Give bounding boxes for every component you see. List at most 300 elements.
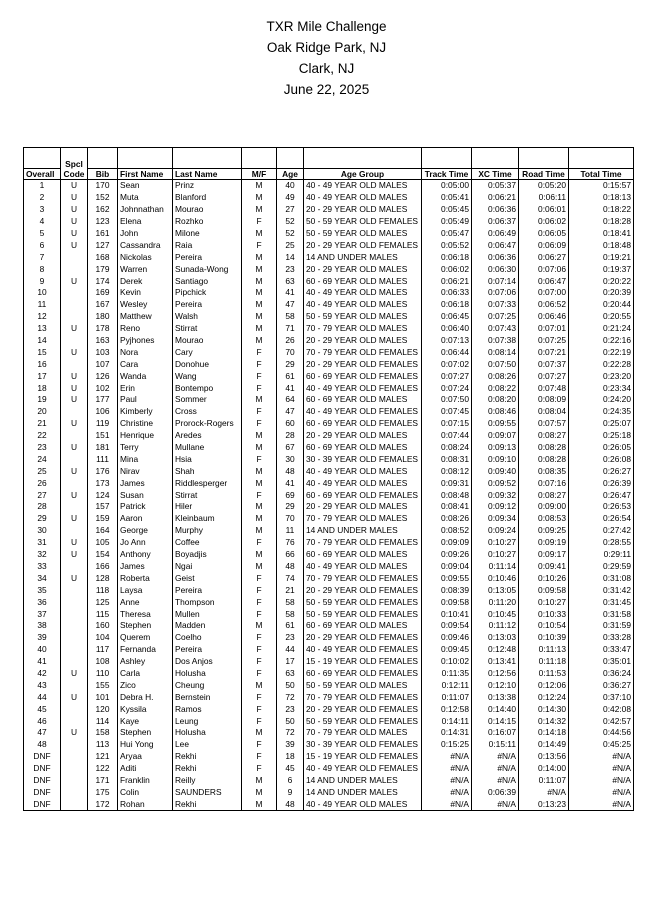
cell-age-group: 14 AND UNDER MALES xyxy=(304,775,422,787)
cell-bib: 155 xyxy=(88,679,118,691)
table-row xyxy=(24,453,634,465)
cell-gender: F xyxy=(242,382,277,394)
cell-total-time: 0:22:19 xyxy=(569,346,634,358)
table-row xyxy=(24,228,634,240)
cell-spcl-code: U xyxy=(61,370,88,382)
cell-last-name: Mourao xyxy=(173,204,242,216)
cell-age: 41 xyxy=(277,382,304,394)
cell-first-name: Stephen xyxy=(118,620,173,632)
cell-track-time: 0:15:25 xyxy=(422,739,472,751)
cell-gender: F xyxy=(242,739,277,751)
cell-age: 67 xyxy=(277,442,304,454)
cell-age: 45 xyxy=(277,763,304,775)
cell-overall: 39 xyxy=(24,632,61,644)
cell-bib: 101 xyxy=(88,691,118,703)
cell-road-time: 0:10:54 xyxy=(519,620,569,632)
cell-bib: 161 xyxy=(88,228,118,240)
table-row xyxy=(24,513,634,525)
cell-overall: 6 xyxy=(24,239,61,251)
cell-age: 50 xyxy=(277,679,304,691)
cell-total-time: 0:26:47 xyxy=(569,489,634,501)
cell-road-time: 0:11:13 xyxy=(519,644,569,656)
cell-gender: F xyxy=(242,358,277,370)
cell-bib: 107 xyxy=(88,358,118,370)
cell-overall: DNF xyxy=(24,786,61,798)
cell-track-time: 0:12:11 xyxy=(422,679,472,691)
cell-total-time: 0:25:18 xyxy=(569,430,634,442)
cell-road-time: 0:12:24 xyxy=(519,691,569,703)
cell-age-group: 60 - 69 YEAR OLD FEMALES xyxy=(304,418,422,430)
cell-track-time: 0:10:02 xyxy=(422,656,472,668)
cell-total-time: 0:28:55 xyxy=(569,537,634,549)
header-spacer xyxy=(422,148,472,169)
cell-track-time: 0:07:27 xyxy=(422,370,472,382)
cell-age: 49 xyxy=(277,192,304,204)
cell-age: 41 xyxy=(277,287,304,299)
cell-road-time: 0:07:48 xyxy=(519,382,569,394)
cell-xc-time: #N/A xyxy=(472,763,519,775)
cell-first-name: Cassandra xyxy=(118,239,173,251)
cell-overall: 29 xyxy=(24,513,61,525)
cell-bib: 162 xyxy=(88,204,118,216)
cell-spcl-code: U xyxy=(61,204,88,216)
col-header-road-time: Road Time xyxy=(519,169,569,180)
cell-overall: 33 xyxy=(24,561,61,573)
cell-bib: 117 xyxy=(88,644,118,656)
table-row xyxy=(24,442,634,454)
cell-gender: M xyxy=(242,727,277,739)
cell-age-group: 70 - 79 YEAR OLD FEMALES xyxy=(304,346,422,358)
cell-age: 63 xyxy=(277,275,304,287)
cell-bib: 126 xyxy=(88,370,118,382)
cell-last-name: Coffee xyxy=(173,537,242,549)
cell-age-group: 14 AND UNDER MALES xyxy=(304,525,422,537)
cell-gender: M xyxy=(242,798,277,810)
cell-overall: 35 xyxy=(24,584,61,596)
cell-age-group: 60 - 69 YEAR OLD MALES xyxy=(304,275,422,287)
cell-xc-time: 0:07:50 xyxy=(472,358,519,370)
cell-track-time: 0:08:12 xyxy=(422,465,472,477)
cell-road-time: 0:08:09 xyxy=(519,394,569,406)
cell-last-name: Mullen xyxy=(173,608,242,620)
cell-track-time: 0:09:58 xyxy=(422,596,472,608)
table-row xyxy=(24,763,634,775)
cell-xc-time: #N/A xyxy=(472,751,519,763)
cell-total-time: 0:26:39 xyxy=(569,477,634,489)
cell-xc-time: 0:07:06 xyxy=(472,287,519,299)
cell-age-group: 60 - 69 YEAR OLD MALES xyxy=(304,549,422,561)
cell-xc-time: 0:06:36 xyxy=(472,204,519,216)
cell-track-time: 0:07:24 xyxy=(422,382,472,394)
cell-road-time: 0:11:53 xyxy=(519,668,569,680)
cell-gender: F xyxy=(242,751,277,763)
cell-xc-time: 0:06:47 xyxy=(472,239,519,251)
table-row xyxy=(24,406,634,418)
cell-road-time: 0:08:28 xyxy=(519,442,569,454)
cell-total-time: 0:22:16 xyxy=(569,335,634,347)
cell-last-name: Prinz xyxy=(173,180,242,192)
cell-road-time: 0:06:11 xyxy=(519,192,569,204)
cell-spcl-code xyxy=(61,287,88,299)
cell-last-name: Cheung xyxy=(173,679,242,691)
cell-spcl-code xyxy=(61,299,88,311)
header-spacer xyxy=(519,148,569,169)
table-row xyxy=(24,501,634,513)
cell-overall: 2 xyxy=(24,192,61,204)
cell-total-time: 0:15:57 xyxy=(569,180,634,192)
cell-last-name: Bernstein xyxy=(173,691,242,703)
cell-age: 69 xyxy=(277,489,304,501)
cell-age-group: 20 - 29 YEAR OLD MALES xyxy=(304,263,422,275)
cell-spcl-code xyxy=(61,501,88,513)
results-table xyxy=(23,147,634,811)
cell-track-time: 0:12:58 xyxy=(422,703,472,715)
cell-last-name: Holusha xyxy=(173,727,242,739)
cell-gender: F xyxy=(242,608,277,620)
cell-overall: 32 xyxy=(24,549,61,561)
cell-overall: 13 xyxy=(24,323,61,335)
cell-road-time: 0:09:25 xyxy=(519,525,569,537)
cell-total-time: 0:20:39 xyxy=(569,287,634,299)
cell-bib: 113 xyxy=(88,739,118,751)
cell-bib: 177 xyxy=(88,394,118,406)
col-header-gender: M/F xyxy=(242,169,277,180)
cell-total-time: 0:29:59 xyxy=(569,561,634,573)
cell-first-name: Warren xyxy=(118,263,173,275)
cell-xc-time: 0:05:37 xyxy=(472,180,519,192)
cell-xc-time: 0:07:38 xyxy=(472,335,519,347)
cell-overall: 11 xyxy=(24,299,61,311)
cell-gender: M xyxy=(242,228,277,240)
col-header-track-time: Track Time xyxy=(422,169,472,180)
col-header-age-group: Age Group xyxy=(304,169,422,180)
cell-road-time: 0:14:18 xyxy=(519,727,569,739)
cell-first-name: Nickolas xyxy=(118,251,173,263)
cell-gender: F xyxy=(242,656,277,668)
cell-last-name: Pereira xyxy=(173,584,242,596)
cell-age: 52 xyxy=(277,228,304,240)
cell-age: 17 xyxy=(277,656,304,668)
cell-first-name: Zico xyxy=(118,679,173,691)
cell-total-time: 0:18:13 xyxy=(569,192,634,204)
cell-last-name: Sunada-Wong xyxy=(173,263,242,275)
cell-overall: DNF xyxy=(24,775,61,787)
cell-xc-time: 0:07:43 xyxy=(472,323,519,335)
cell-first-name: Terry xyxy=(118,442,173,454)
cell-last-name: Hsia xyxy=(173,453,242,465)
cell-gender: M xyxy=(242,786,277,798)
cell-age: 14 xyxy=(277,251,304,263)
cell-overall: 41 xyxy=(24,656,61,668)
col-header-spcl-code: Code xyxy=(61,169,88,180)
cell-total-time: 0:33:47 xyxy=(569,644,634,656)
cell-track-time: #N/A xyxy=(422,775,472,787)
cell-age-group: 20 - 29 YEAR OLD FEMALES xyxy=(304,358,422,370)
cell-age: 71 xyxy=(277,323,304,335)
cell-age-group: 40 - 49 YEAR OLD MALES xyxy=(304,561,422,573)
table-row xyxy=(24,584,634,596)
cell-spcl-code: U xyxy=(61,382,88,394)
cell-road-time: 0:11:18 xyxy=(519,656,569,668)
cell-last-name: Rekhi xyxy=(173,798,242,810)
cell-first-name: Henrique xyxy=(118,430,173,442)
cell-total-time: 0:37:10 xyxy=(569,691,634,703)
cell-first-name: Hui Yong xyxy=(118,739,173,751)
cell-track-time: #N/A xyxy=(422,798,472,810)
cell-spcl-code: U xyxy=(61,727,88,739)
cell-bib: 163 xyxy=(88,335,118,347)
cell-gender: M xyxy=(242,204,277,216)
cell-total-time: 0:27:42 xyxy=(569,525,634,537)
cell-age: 72 xyxy=(277,727,304,739)
cell-last-name: Ramos xyxy=(173,703,242,715)
cell-xc-time: 0:10:46 xyxy=(472,572,519,584)
cell-last-name: Hiler xyxy=(173,501,242,513)
cell-road-time: 0:10:39 xyxy=(519,632,569,644)
cell-xc-time: 0:08:14 xyxy=(472,346,519,358)
cell-xc-time: 0:09:34 xyxy=(472,513,519,525)
cell-first-name: John xyxy=(118,228,173,240)
cell-age-group: 40 - 49 YEAR OLD MALES xyxy=(304,299,422,311)
cell-last-name: Mourao xyxy=(173,335,242,347)
cell-total-time: 0:23:20 xyxy=(569,370,634,382)
cell-age-group: 15 - 19 YEAR OLD FEMALES xyxy=(304,656,422,668)
cell-xc-time: 0:09:32 xyxy=(472,489,519,501)
cell-xc-time: 0:07:33 xyxy=(472,299,519,311)
cell-last-name: Mullane xyxy=(173,442,242,454)
cell-age-group: 30 - 39 YEAR OLD FEMALES xyxy=(304,453,422,465)
cell-gender: M xyxy=(242,275,277,287)
cell-gender: M xyxy=(242,549,277,561)
cell-road-time: 0:13:56 xyxy=(519,751,569,763)
cell-age-group: 20 - 29 YEAR OLD FEMALES xyxy=(304,632,422,644)
cell-spcl-code xyxy=(61,644,88,656)
cell-xc-time: 0:12:10 xyxy=(472,679,519,691)
cell-age: 72 xyxy=(277,691,304,703)
cell-age: 9 xyxy=(277,786,304,798)
table-row xyxy=(24,465,634,477)
cell-age: 41 xyxy=(277,477,304,489)
cell-road-time: 0:07:16 xyxy=(519,477,569,489)
cell-bib: 172 xyxy=(88,798,118,810)
cell-spcl-code: U xyxy=(61,691,88,703)
cell-age: 70 xyxy=(277,513,304,525)
cell-last-name: Stirrat xyxy=(173,323,242,335)
cell-total-time: 0:20:44 xyxy=(569,299,634,311)
cell-age-group: 60 - 69 YEAR OLD FEMALES xyxy=(304,370,422,382)
cell-first-name: James xyxy=(118,561,173,573)
cell-track-time: 0:05:00 xyxy=(422,180,472,192)
cell-first-name: Franklin xyxy=(118,775,173,787)
cell-first-name: Anthony xyxy=(118,549,173,561)
cell-bib: 115 xyxy=(88,608,118,620)
cell-track-time: 0:05:47 xyxy=(422,228,472,240)
cell-xc-time: 0:09:07 xyxy=(472,430,519,442)
cell-overall: 27 xyxy=(24,489,61,501)
cell-bib: 114 xyxy=(88,715,118,727)
cell-gender: M xyxy=(242,561,277,573)
cell-first-name: Cara xyxy=(118,358,173,370)
cell-age-group: 20 - 29 YEAR OLD MALES xyxy=(304,430,422,442)
cell-xc-time: 0:09:13 xyxy=(472,442,519,454)
cell-road-time: 0:14:32 xyxy=(519,715,569,727)
cell-last-name: Donohue xyxy=(173,358,242,370)
cell-last-name: Blanford xyxy=(173,192,242,204)
cell-spcl-code xyxy=(61,679,88,691)
cell-spcl-code xyxy=(61,251,88,263)
cell-total-time: 0:19:37 xyxy=(569,263,634,275)
cell-spcl-code: U xyxy=(61,275,88,287)
cell-track-time: 0:09:46 xyxy=(422,632,472,644)
cell-last-name: Prorock-Rogers xyxy=(173,418,242,430)
cell-last-name: Milone xyxy=(173,228,242,240)
cell-first-name: Sean xyxy=(118,180,173,192)
cell-gender: M xyxy=(242,620,277,632)
cell-first-name: Fernanda xyxy=(118,644,173,656)
cell-bib: 121 xyxy=(88,751,118,763)
cell-overall: 14 xyxy=(24,335,61,347)
cell-age: 29 xyxy=(277,358,304,370)
cell-bib: 125 xyxy=(88,596,118,608)
cell-xc-time: 0:10:45 xyxy=(472,608,519,620)
cell-spcl-code xyxy=(61,715,88,727)
cell-gender: F xyxy=(242,370,277,382)
table-row xyxy=(24,204,634,216)
cell-total-time: #N/A xyxy=(569,786,634,798)
cell-spcl-code: U xyxy=(61,465,88,477)
cell-spcl-code xyxy=(61,620,88,632)
cell-gender: M xyxy=(242,477,277,489)
cell-last-name: Pereira xyxy=(173,644,242,656)
cell-overall: 23 xyxy=(24,442,61,454)
cell-track-time: 0:11:35 xyxy=(422,668,472,680)
cell-first-name: Aditi xyxy=(118,763,173,775)
cell-last-name: Holusha xyxy=(173,668,242,680)
cell-spcl-code: U xyxy=(61,394,88,406)
table-row xyxy=(24,358,634,370)
cell-total-time: 0:22:28 xyxy=(569,358,634,370)
table-row xyxy=(24,703,634,715)
cell-total-time: 0:35:01 xyxy=(569,656,634,668)
col-header-age: Age xyxy=(277,169,304,180)
cell-gender: F xyxy=(242,703,277,715)
cell-last-name: Shah xyxy=(173,465,242,477)
cell-first-name: Jo Ann xyxy=(118,537,173,549)
cell-track-time: 0:08:41 xyxy=(422,501,472,513)
cell-road-time: 0:06:52 xyxy=(519,299,569,311)
cell-track-time: 0:07:13 xyxy=(422,335,472,347)
cell-first-name: Derek xyxy=(118,275,173,287)
cell-track-time: 0:07:50 xyxy=(422,394,472,406)
cell-xc-time: 0:10:27 xyxy=(472,549,519,561)
cell-xc-time: #N/A xyxy=(472,798,519,810)
cell-age-group: 40 - 49 YEAR OLD FEMALES xyxy=(304,382,422,394)
cell-last-name: Leung xyxy=(173,715,242,727)
cell-last-name: Lee xyxy=(173,739,242,751)
table-row xyxy=(24,370,634,382)
cell-track-time: 0:06:44 xyxy=(422,346,472,358)
header-spacer xyxy=(24,148,61,169)
table-row xyxy=(24,596,634,608)
cell-age: 50 xyxy=(277,715,304,727)
cell-last-name: Rekhi xyxy=(173,751,242,763)
col-header-bib: Bib xyxy=(88,169,118,180)
cell-last-name: Riddlesperger xyxy=(173,477,242,489)
cell-gender: M xyxy=(242,263,277,275)
cell-bib: 173 xyxy=(88,477,118,489)
cell-spcl-code xyxy=(61,798,88,810)
race-title: TXR Mile Challenge xyxy=(266,19,387,34)
cell-age: 61 xyxy=(277,370,304,382)
cell-last-name: Rozhko xyxy=(173,216,242,228)
table-row xyxy=(24,668,634,680)
cell-xc-time: 0:08:26 xyxy=(472,370,519,382)
cell-spcl-code xyxy=(61,525,88,537)
cell-gender: M xyxy=(242,192,277,204)
cell-spcl-code: U xyxy=(61,180,88,192)
cell-age-group: 50 - 59 YEAR OLD FEMALES xyxy=(304,596,422,608)
cell-bib: 106 xyxy=(88,406,118,418)
table-row xyxy=(24,525,634,537)
cell-age: 58 xyxy=(277,596,304,608)
cell-total-time: 0:18:48 xyxy=(569,239,634,251)
cell-bib: 169 xyxy=(88,287,118,299)
col-header-total-time: Total Time xyxy=(569,169,634,180)
cell-age-group: 20 - 29 YEAR OLD MALES xyxy=(304,335,422,347)
cell-bib: 164 xyxy=(88,525,118,537)
cell-age-group: 70 - 79 YEAR OLD FEMALES xyxy=(304,691,422,703)
cell-track-time: 0:10:41 xyxy=(422,608,472,620)
cell-track-time: 0:08:31 xyxy=(422,453,472,465)
cell-total-time: 0:20:22 xyxy=(569,275,634,287)
cell-total-time: 0:29:11 xyxy=(569,549,634,561)
cell-last-name: Walsh xyxy=(173,311,242,323)
cell-gender: F xyxy=(242,537,277,549)
cell-xc-time: 0:06:21 xyxy=(472,192,519,204)
cell-road-time: 0:08:35 xyxy=(519,465,569,477)
cell-first-name: Paul xyxy=(118,394,173,406)
cell-spcl-code: U xyxy=(61,537,88,549)
cell-overall: 31 xyxy=(24,537,61,549)
table-row xyxy=(24,608,634,620)
cell-age: 70 xyxy=(277,346,304,358)
cell-age-group: 70 - 79 YEAR OLD MALES xyxy=(304,323,422,335)
cell-gender: F xyxy=(242,596,277,608)
cell-first-name: Colin xyxy=(118,786,173,798)
cell-spcl-code: U xyxy=(61,489,88,501)
table-row xyxy=(24,715,634,727)
cell-xc-time: 0:07:25 xyxy=(472,311,519,323)
cell-first-name: Ashley xyxy=(118,656,173,668)
cell-first-name: Kimberly xyxy=(118,406,173,418)
cell-gender: F xyxy=(242,216,277,228)
cell-xc-time: 0:14:40 xyxy=(472,703,519,715)
cell-first-name: Johnnathan xyxy=(118,204,173,216)
cell-last-name: Rekhi xyxy=(173,763,242,775)
cell-age: 27 xyxy=(277,204,304,216)
cell-first-name: Christine xyxy=(118,418,173,430)
cell-xc-time: 0:11:20 xyxy=(472,596,519,608)
cell-road-time: 0:12:06 xyxy=(519,679,569,691)
cell-age: 29 xyxy=(277,501,304,513)
cell-age-group: 70 - 79 YEAR OLD MALES xyxy=(304,727,422,739)
table-row xyxy=(24,620,634,632)
cell-age: 30 xyxy=(277,453,304,465)
cell-total-time: 0:26:05 xyxy=(569,442,634,454)
table-row xyxy=(24,632,634,644)
table-row xyxy=(24,346,634,358)
cell-total-time: 0:31:45 xyxy=(569,596,634,608)
